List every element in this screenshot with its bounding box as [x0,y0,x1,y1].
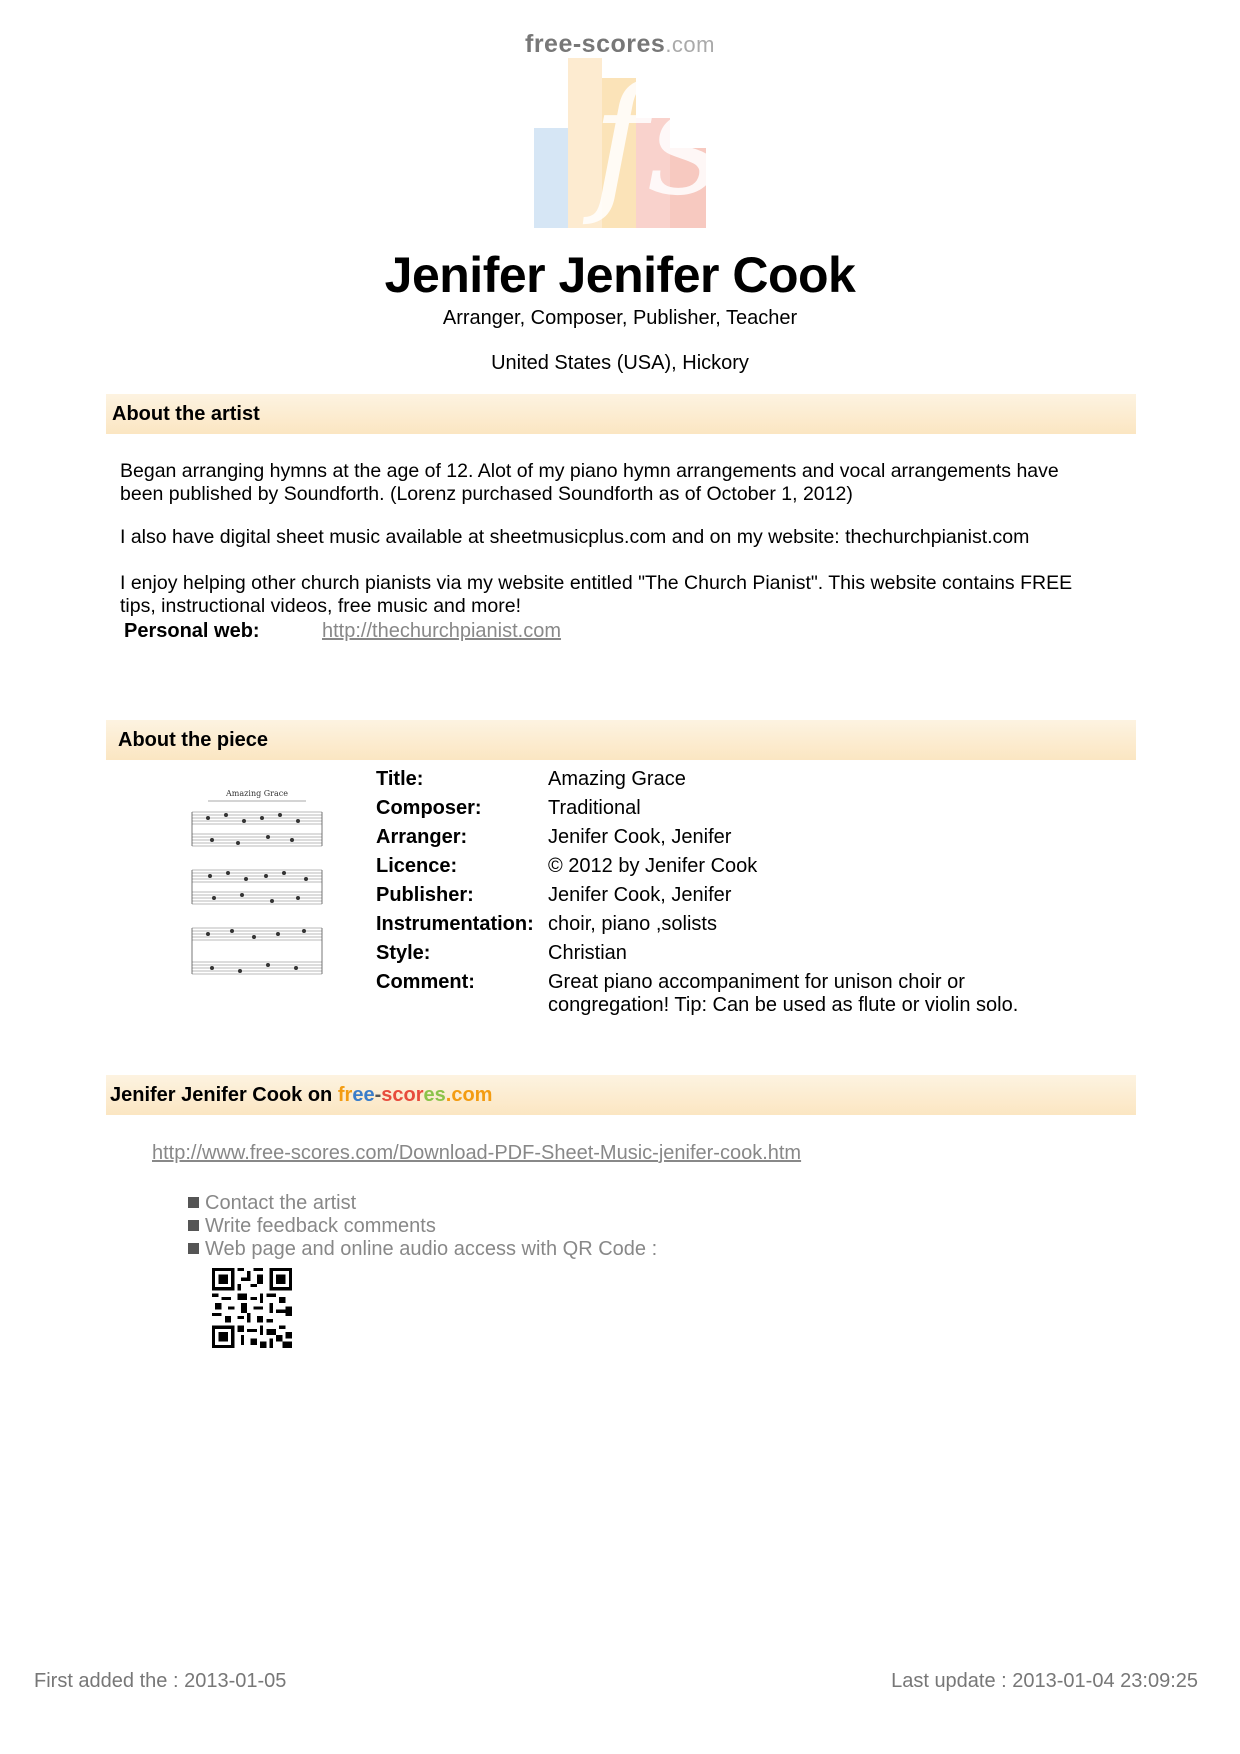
bullet-square-icon [188,1243,199,1254]
contact-artist-link[interactable] [188,1192,356,1215]
field-label: Style: [376,942,431,964]
brand-letter: s [381,1084,393,1106]
action-label: Write feedback comments [205,1215,436,1237]
field-value: Jenifer Cook, Jenifer [548,884,732,906]
personal-web-label: Personal web: [124,620,260,642]
qr-code-icon[interactable] [212,1268,292,1348]
field-value: © 2012 by Jenifer Cook [548,855,758,877]
last-update-date: Last update : 2013-01-04 23:09:25 [891,1670,1198,1692]
artist-location: United States (USA), Hickory [491,352,749,374]
logo-letters: fs [592,55,725,229]
artist-roles: Arranger, Composer, Publisher, Teacher [442,307,798,329]
qr-access-item [188,1238,657,1261]
thumbnail-title: Amazing Grace [226,789,288,798]
on-site-heading-prefix: Jenifer Jenifer Cook on [110,1084,338,1106]
field-value: Jenifer Cook, Jenifer [548,826,732,848]
brand-letter: - [374,1084,382,1106]
free-scores-logo-icon [534,55,725,229]
brand-letter: m [474,1084,493,1106]
action-label: Contact the artist [205,1192,357,1214]
brand-letter: e [423,1084,435,1106]
about-artist-heading: About the artist [106,394,1136,434]
personal-web-link[interactable]: http://thechurchpianist.com [322,620,562,642]
field-value: Traditional [548,797,641,819]
brand-letter: s [434,1084,446,1106]
field-label: Composer: [376,797,482,819]
field-value: Christian [548,942,627,964]
field-value: choir, piano ,solists [548,913,717,935]
field-label: Publisher: [376,884,474,906]
brand-letter: c [451,1084,463,1106]
about-piece-heading: About the piece [106,720,1136,760]
brand-letter: e [363,1084,375,1106]
free-scores-brand [338,1084,493,1106]
bio-paragraph: I enjoy helping other church pianists via my website entitled "The Church Pianist". This website contains FREE tips, instructional videos, free music and more! [120,572,1073,617]
first-added-date: First added the : 2013-01-05 [34,1670,287,1692]
action-label: Web page and online audio access with QR Code : [205,1238,658,1260]
brand-letter: e [352,1084,364,1106]
field-label: Title: [376,768,424,790]
brand-letter: r [344,1084,353,1106]
on-site-heading [106,1075,1136,1115]
site-logo-domain: .com [665,32,715,57]
field-label: Arranger: [376,826,468,848]
brand-letter: o [403,1084,416,1106]
field-label: Comment: [376,971,475,993]
artist-page-link[interactable]: http://www.free-scores.com/Download-PDF-Sheet-Music-jenifer-cook.htm [152,1142,802,1164]
brand-letter: o [462,1084,475,1106]
brand-letter: f [337,1084,345,1106]
brand-letter: . [445,1084,452,1106]
artist-name: Jenifer Jenifer Cook [384,247,856,303]
brand-letter: r [415,1084,424,1106]
bullet-square-icon [188,1197,199,1208]
brand-letter: c [392,1084,404,1106]
field-value: Great piano accompaniment for unison choir or congregation! Tip: Can be used as flute or violin solo. [548,971,1019,1016]
bio-paragraph: Began arranging hymns at the age of 12. Alot of my piano hymn arrangements and vocal arrangements have been published by Soundforth. (Lorenz purchased Soundforth as of October 1, 2012) [120,460,1059,505]
bullet-square-icon [188,1220,199,1231]
bio-paragraph: I also have digital sheet music available at sheetmusicplus.com and on my website: thechurchpianist.com [120,526,1030,548]
write-feedback-link[interactable] [188,1215,436,1238]
score-thumbnail[interactable] [188,788,326,998]
personal-web [124,620,260,643]
field-label: Instrumentation: [376,913,534,935]
field-value: Amazing Grace [548,768,686,790]
field-label: Licence: [376,855,458,877]
site-logo-name: free-scores [525,30,666,58]
